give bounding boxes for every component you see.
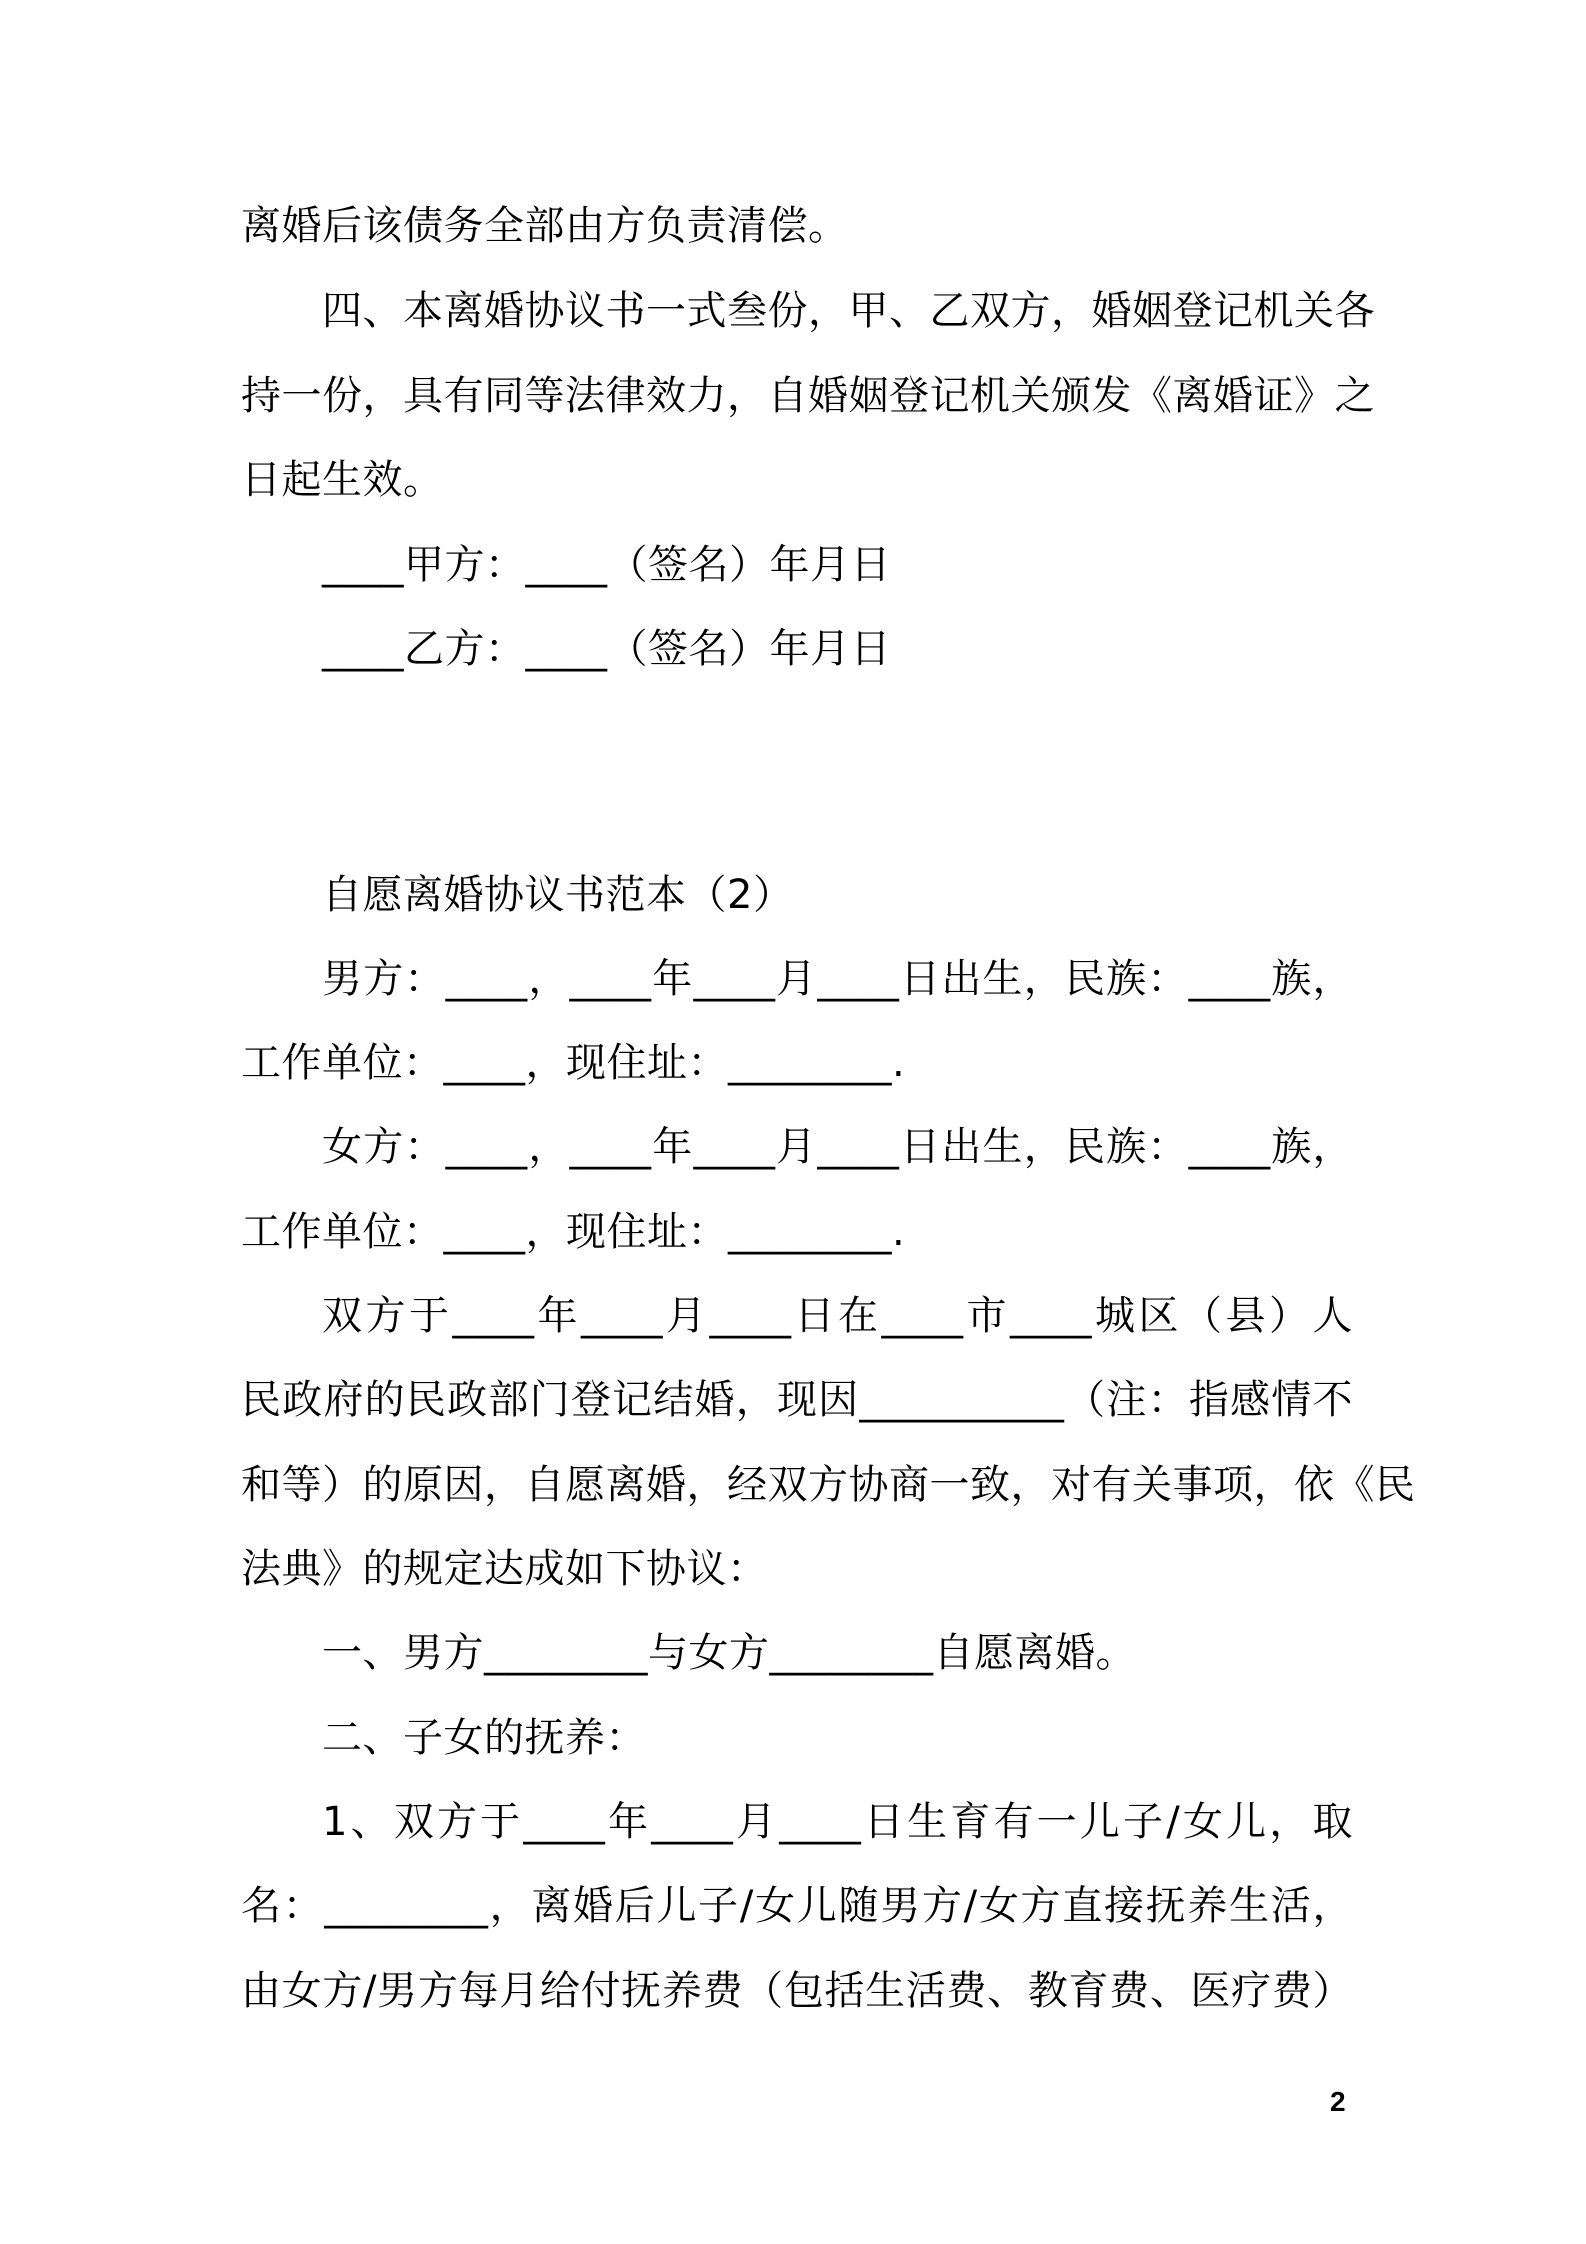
text-line: 由女方/男方每月给付抚养费（包括生活费、教育费、医疗费） xyxy=(241,1968,1353,2014)
text-line: 二、子女的抚养： xyxy=(322,1715,646,1761)
text-line: 双方于____年____月____日在____市____城区（县）人 xyxy=(322,1293,1353,1339)
page-number: 2 xyxy=(1330,2086,1346,2117)
text-line: 工作单位：____，现住址：________. xyxy=(241,1040,906,1086)
text-line: 离婚后该债务全部由方负责清偿。 xyxy=(241,203,849,249)
text-line: 女方：____，____年____月____日出生，民族：____族， xyxy=(322,1124,1353,1170)
text-line: 日起生效。 xyxy=(241,457,444,503)
text-line: 1、双方于____年____月____日生育有一儿子/女儿，取 xyxy=(322,1799,1353,1845)
signature-line: ____甲方：____（签名）年月日 xyxy=(322,542,891,588)
text-line: 和等）的原因，自愿离婚，经双方协商一致，对有关事项，依《民 xyxy=(241,1462,1416,1508)
section-title: 自愿离婚协议书范本（2） xyxy=(322,872,794,918)
text-line: 民政府的民政部门登记结婚，现因__________（注：指感情不 xyxy=(241,1377,1353,1423)
text-line: 四、本离婚协议书一式叁份，甲、乙双方，婚姻登记机关各 xyxy=(322,288,1375,334)
text-line: 名：________，离婚后儿子/女儿随男方/女方直接抚养生活， xyxy=(241,1883,1353,1929)
text-line: 持一份，具有同等法律效力，自婚姻登记机关颁发《离婚证》之 xyxy=(241,373,1375,419)
signature-line: ____乙方：____（签名）年月日 xyxy=(322,626,891,672)
text-line: 男方：____，____年____月____日出生，民族：____族， xyxy=(322,956,1353,1002)
text-line: 一、男方________与女方________自愿离婚。 xyxy=(322,1630,1136,1676)
text-line: 法典》的规定达成如下协议： xyxy=(241,1546,768,1592)
text-line: 工作单位：____，现住址：________. xyxy=(241,1209,906,1255)
